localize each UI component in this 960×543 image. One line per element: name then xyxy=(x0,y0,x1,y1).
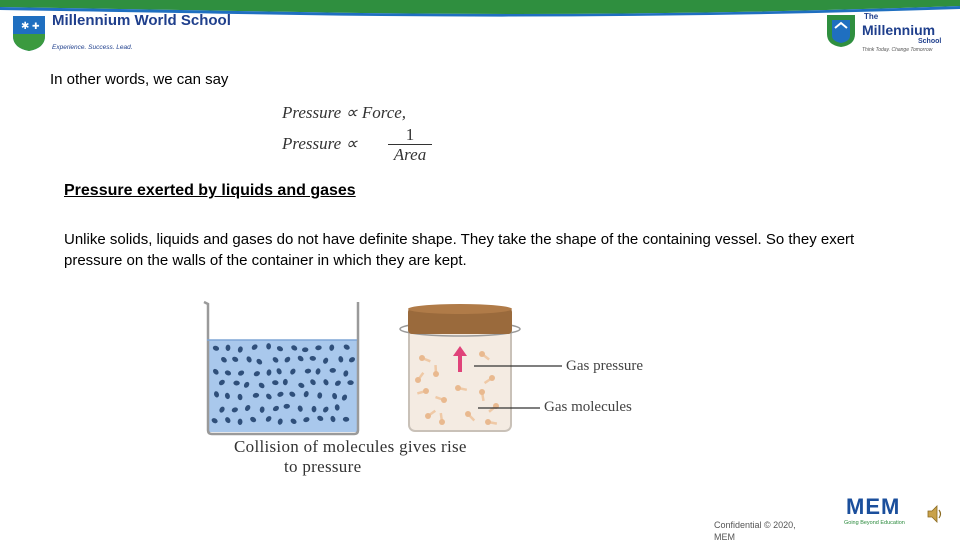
label-gas-molecules: Gas molecules xyxy=(544,399,632,416)
right-logo-tagline: Think Today. Change Tomorrow xyxy=(862,47,932,53)
right-logo-name: Millennium xyxy=(862,22,935,38)
section-heading: Pressure exerted by liquids and gases xyxy=(64,182,356,200)
beaker xyxy=(204,302,358,434)
pressure-formulas xyxy=(282,100,452,170)
svg-text:✚: ✚ xyxy=(32,22,40,32)
gas-jar xyxy=(400,304,562,431)
body-paragraph: Unlike solids, liquids and gases do not have definite shape. They take the shape of the containing vessel. So they exert pressure on the walls of the container in which they are kept. xyxy=(64,229,904,271)
svg-text:✱: ✱ xyxy=(21,21,29,32)
formula-pressure-area-left: Pressure ∝ xyxy=(282,134,358,154)
formula-fraction xyxy=(388,126,432,163)
formula-pressure-force: Pressure ∝ Force, xyxy=(282,103,406,123)
mem-logo xyxy=(842,494,922,534)
pressure-illustration xyxy=(196,296,696,482)
the-millennium-school-logo xyxy=(826,12,950,56)
figure-caption xyxy=(234,437,467,477)
label-gas-pressure: Gas pressure xyxy=(566,358,643,375)
intro-text: In other words, we can say xyxy=(50,71,228,88)
right-logo-the: The xyxy=(864,12,878,21)
confidential-footer: Confidential © 2020, MEM xyxy=(714,519,814,543)
millennium-world-school-logo xyxy=(12,12,142,56)
mem-logo-letters: MEM xyxy=(846,494,900,520)
caption-line-1: Collision of molecules gives rise xyxy=(234,437,467,456)
right-logo-sub: School xyxy=(918,38,941,45)
mem-logo-tagline: Going Beyond Education xyxy=(844,520,905,526)
liquid-molecule xyxy=(312,406,317,412)
jar-cork-top xyxy=(408,304,512,314)
jar-glass xyxy=(409,326,511,431)
fraction-denominator: Area xyxy=(388,146,432,163)
speaker-icon[interactable] xyxy=(926,504,944,524)
fraction-numerator: 1 xyxy=(388,126,432,143)
school-emblem-icon xyxy=(826,14,856,48)
liquid-molecule xyxy=(347,380,353,385)
left-logo-name: Millennium World School xyxy=(52,13,231,28)
left-logo-tagline: Experience. Success. Lead. xyxy=(52,44,133,51)
school-crest-icon xyxy=(12,14,46,52)
caption-line-2: to pressure xyxy=(234,457,467,477)
